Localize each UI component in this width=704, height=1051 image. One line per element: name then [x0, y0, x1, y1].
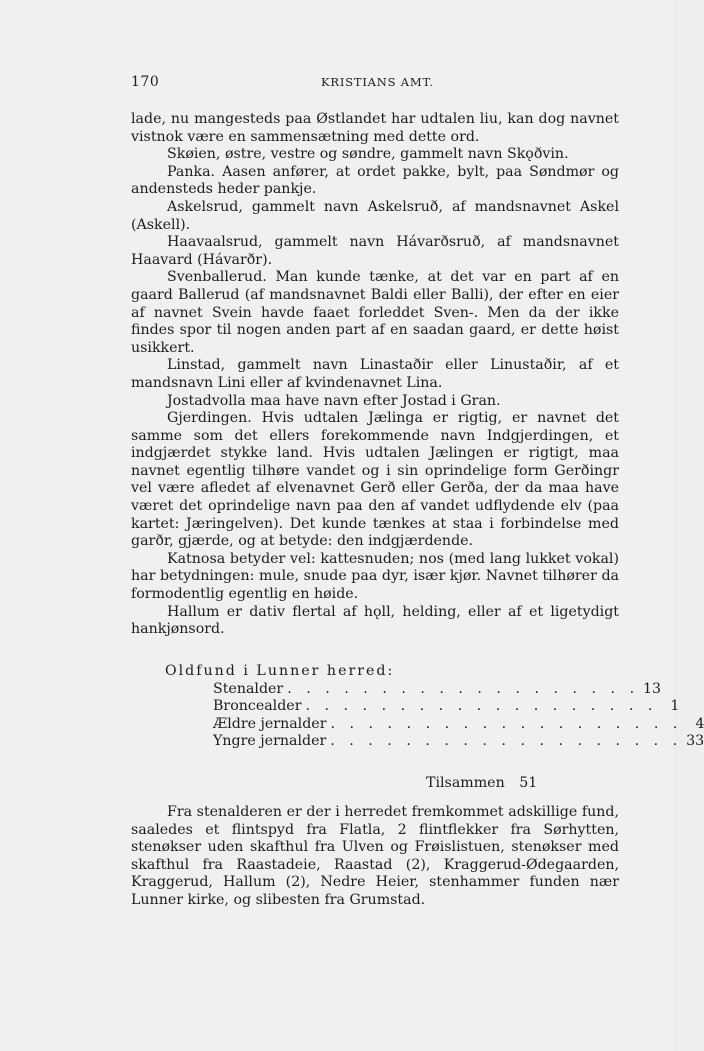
page-number: 170 [131, 74, 160, 90]
finds-row-value: 33 [686, 733, 704, 750]
paragraph: Linstad, gammelt navn Linastaðir eller Linustaðir, af et mandsnavn Lini eller af kvindenavnet Lina. [131, 357, 619, 391]
paragraph: Svenballerud. Man kunde tænke, at det var en part af en gaard Ballerud (af mandsnavnet Baldi eller Balli), der efter en eier af navnet Svein havde faaet forleddet Sven-. Men da der ikke findes spor til nogen anden part af en saadan gaard, er dette høist usikkert. [131, 269, 619, 356]
closing-paragraph [131, 804, 619, 910]
paragraph: Haavaalsrud, gammelt navn Hávarðsruð, af mandsnavnet Haavard (Hávarðr). [131, 234, 619, 268]
finds-row [213, 680, 662, 699]
finds-row-label: Stenalder [213, 680, 284, 697]
page-header [131, 74, 619, 94]
paragraph: Hallum er dativ flertal af hǫll, helding, eller af et ligetydigt hankjønsord. [131, 603, 619, 638]
paragraph: lade, nu mangesteds paa Østlandet har udtalen liu, kan dog navnet vistnok være en sammensætning med dette ord. [131, 111, 619, 145]
finds-row-value: 4 [695, 715, 704, 732]
finds-total-label: Tilsammen [426, 774, 505, 791]
leader-dots: . . . . . . . . . . . . . . . . . . . [305, 698, 658, 715]
paragraph: Jostadvolla maa have navn efter Jostad i Gran. [167, 392, 501, 409]
finds-row [213, 698, 680, 716]
paragraph: Askelsrud, gammelt navn Askelsruð, af mandsnavnet Askel (Askell). [131, 198, 619, 233]
finds-table [131, 663, 704, 793]
finds-total [426, 775, 619, 793]
finds-row-label: Yngre jernalder [213, 733, 327, 750]
paragraph: Gjerdingen. Hvis udtalen Jælinga er rigtig, er navnet det samme som det ellers forekommende navn Indgjerdingen, et indgjærdet stykke land. Hvis udtalen Jælingen er rigtigt, maa navnet egentlig tilhøre vandet og i sin oprindelige form Gerðingr vel være afledet af elvenavnet Gerð eller Gerða, der da maa have været det oprindelige navn paa den af vandet udflydende elv (paa kartet: Jæringelven). Det kunde tænkes at staa i forbindelse med garðr, gjærde, og at betyde: den indgjærdende. [131, 410, 619, 550]
leader-dots: . . . . . . . . . . . . . . . . . . . [330, 715, 683, 732]
finds-row-value: 13 [643, 680, 662, 697]
finds-row-label: Broncealder [213, 698, 302, 715]
finds-total-value: 51 [519, 774, 538, 791]
body-text [131, 111, 619, 639]
paragraph: Fra stenalderen er der i herredet fremkommet adskillige fund, saaledes et flintspyd fra Flatla, 2 flintflekker fra Sørhytten, stenøkser uden skafthul fra Ulven og Frøislistuen, stenøkser med skafthul fra Raastadeie, Raastad (2), Kraggerud-Ødegaarden, Kraggerud, Hallum (2), Nedre Heier, stenhammer funden nær Lunner kirke, og slibesten fra Grumstad. [131, 804, 619, 908]
finds-row-label: Ældre jernalder [213, 715, 327, 732]
paragraph: Panka. Aasen anfører, at ordet pakke, bylt, paa Søndmør og andensteds heder pankje. [131, 163, 619, 198]
finds-title: Oldfund i Lunner herred: [165, 663, 395, 679]
finds-row [213, 715, 704, 734]
running-head: KRISTIANS AMT. [321, 75, 434, 89]
finds-row-value: 1 [670, 698, 680, 715]
finds-row [213, 733, 704, 751]
paragraph: Katnosa betyder vel: kattesnuden; nos (med lang lukket vokal) har betydningen: mule, snude paa dyr, især kjør. Navnet tilhører da formodentlig egentlig en høide. [131, 550, 619, 603]
leader-dots: . . . . . . . . . . . . . . . . . . . [287, 680, 640, 697]
leader-dots: . . . . . . . . . . . . . . . . . . . [330, 733, 683, 750]
paragraph: Skøien, østre, vestre og søndre, gammelt navn Skǫðvin. [167, 146, 569, 163]
